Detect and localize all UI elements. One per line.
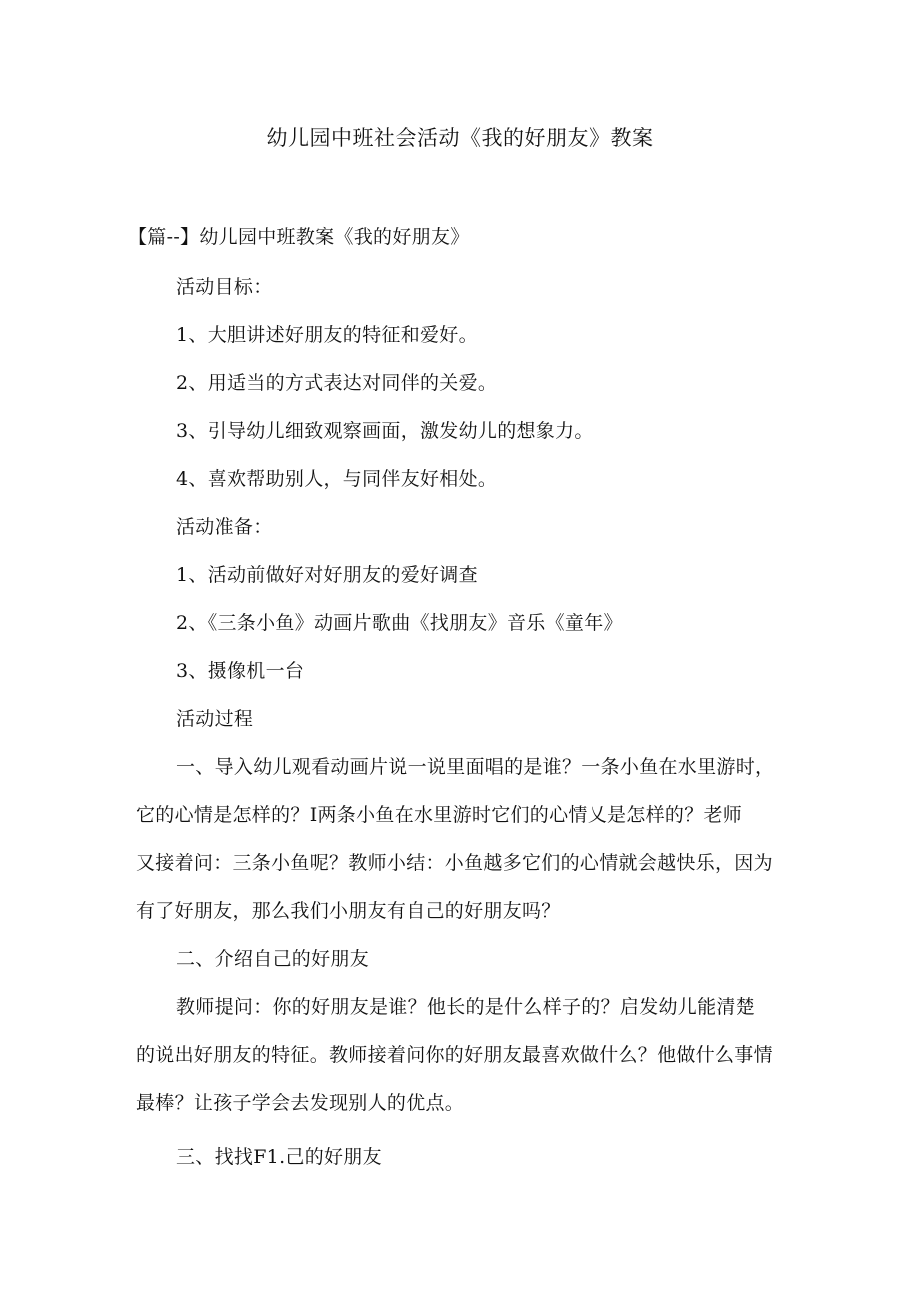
step2-line: 最棒？让孩子学会去发现别人的优点。 xyxy=(136,1092,465,1114)
step1-line: 它的心情是怎样的？I两条小鱼在水里游时它们的心情乂是怎样的？老师 xyxy=(136,804,743,826)
step2-line: 教师提问：你的好朋友是谁？他长的是什么样子的？启发幼儿能清楚 xyxy=(176,996,756,1018)
prep-item: 1、活动前做好对好朋友的爱好调查 xyxy=(176,564,478,586)
step2-heading: 二、介绍自己的好朋友 xyxy=(176,948,370,970)
process-label: 活动过程 xyxy=(176,708,254,730)
goal-item: 4、喜欢帮助别人，与同伴友好相处。 xyxy=(176,468,498,490)
prep-item: 2、《三条小鱼》动画片歌曲《找朋友》音乐《童年》 xyxy=(176,612,623,634)
step1-line: 又接着问：三条小鱼呢？教师小结：小鱼越多它们的心情就会越快乐，因为 xyxy=(136,852,773,874)
prep-item: 3、摄像机一台 xyxy=(176,660,305,682)
goals-label: 活动目标： xyxy=(176,276,273,298)
step1-line: 一、导入幼儿观看动画片说一说里面唱的是谁？一条小鱼在水里游时， xyxy=(176,756,775,778)
goal-item: 3、引导幼儿细致观察画面，激发幼儿的想象力。 xyxy=(176,420,594,442)
prep-label: 活动准备： xyxy=(176,516,273,538)
step1-line: 有了好朋友，那么我们小朋友有自己的好朋友吗？ xyxy=(136,900,561,922)
step2-line: 的说出好朋友的特征。教师接着问你的好朋友最喜欢做什么？他做什么事情 xyxy=(136,1044,773,1066)
step3-heading: 三、找找F1.己的好朋友 xyxy=(176,1146,382,1168)
goal-item: 2、用适当的方式表达对同伴的关爱。 xyxy=(176,372,498,394)
section-heading: 【篇--】幼儿园中班教案《我的好朋友》 xyxy=(128,226,470,248)
goal-item: 1、大胆讲述好朋友的特征和爱好。 xyxy=(176,324,478,346)
document-title: 幼儿园中班社会活动《我的好朋友》教案 xyxy=(266,126,654,150)
